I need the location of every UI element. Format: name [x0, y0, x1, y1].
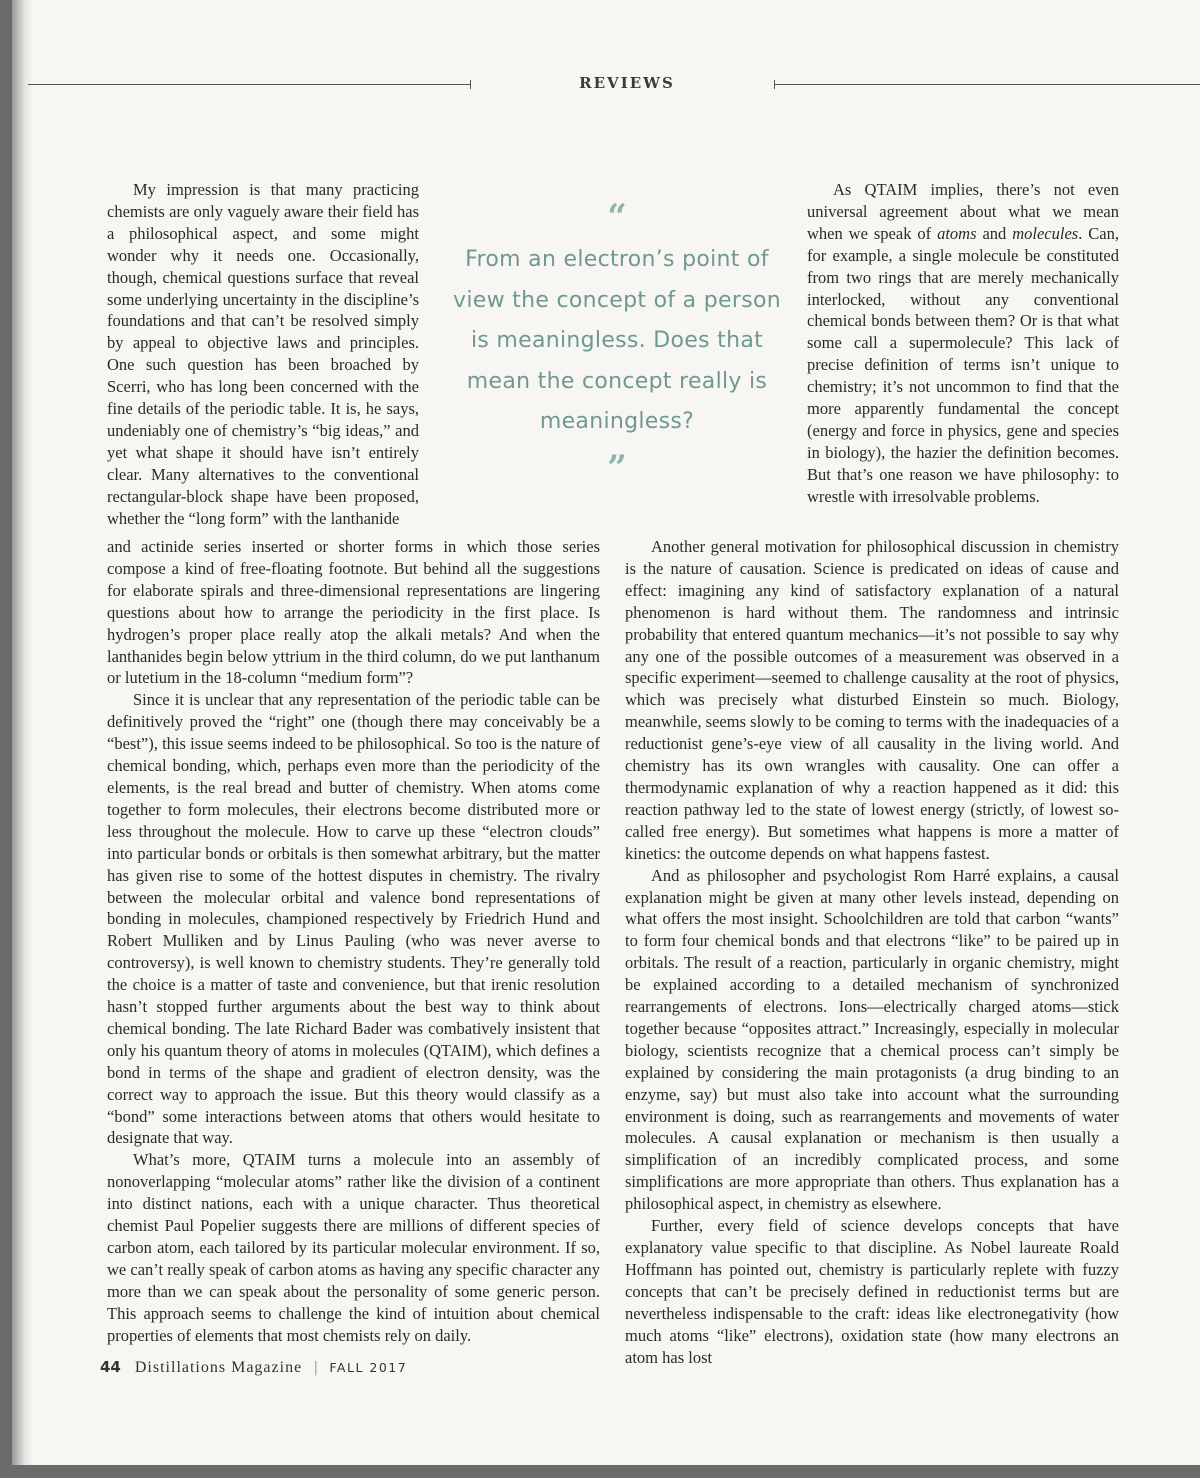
issue-label: FALL 2017 [329, 1360, 408, 1375]
paragraph-harre: And as philosopher and psychologist Rom Harré explains, a causal explanation might be given at many other levels instead, depending on what offers the most insight. Schoolchildren are told that carbon “wants” to form four chemical bonds and that electrons “like” to be paired up in orbitals. The result of a reaction, particularly in organic chemistry, might be explained according to a detailed mechanism of synchronized rearrangements of electrons. Ions—electrically charged atoms—stick together because “opposites attract.” Increasingly, especially in molecular biology, scientists recognize that a chemical process can’t simply be explained by considering the main protagonists (a drug binding to an enzyme, say) but must also take into account what the surrounding environment is doing, such as rearrangements and movements of water molecules. A causal explanation or mechanism is then usually a simplification of an incredibly complicated process, and some simplifications are more appropriate than others. Thus explanation has a philosophical aspect, in chemistry as elsewhere. [625, 865, 1119, 1214]
page-gutter-edge [12, 0, 34, 1465]
page-footer [100, 1358, 407, 1377]
footer-separator: | [314, 1359, 318, 1376]
section-heading: REVIEWS [579, 74, 675, 92]
paragraph-intro: My impression is that many practicing chemists are only vaguely aware their field has a philosophical aspect, and some might wonder why it needs one. Occasionally, though, chemical questions surface that reveal some underlying uncertainty in the discipline’s foundations and that can’t be resolved simply by appeal to objective laws and principles. One such question has been broached by Scerri, who has long been concerned with the fine details of the periodic table. It is, he says, undeniably one of chemistry’s “big ideas,” and yet what shape it should have isn’t entirely clear. Many alternatives to the conventional rectangular-block shape have been proposed, whether the “long form” with the lanthanide [107, 180, 419, 528]
magazine-name: Distillations Magazine [134, 1359, 303, 1376]
right-column-top [807, 179, 1119, 508]
header-rule-left [28, 84, 470, 85]
right-column [625, 536, 1119, 1368]
paragraph-causation: Another general motivation for philosophical discussion in chemistry is the nature of causation. Science is predicated on ideas of cause and effect: imagining any kind of satisfactory explanation of a natural phenomenon is hard without them. The randomness and intrinsic probability that entered quantum mechanics—it’s not possible to say why any one of the possible outcomes of a measurement was observed in a specific experiment—seemed to challenge causality at the root of physics, which was precisely what disturbed Einstein so much. Biology, meanwhile, seems slowly to be coming to terms with the inadequacies of a reductionist gene’s-eye view of all causality in the living world. And chemistry has its own wrangles with causality. One can offer a thermodynamic explanation of why a reaction happened as it did: this reaction pathway led to the state of lowest energy (strictly, of lowest so-called free energy). But sometimes what happens is more a matter of kinetics: the outcome depends on what happens fastest. [625, 537, 1119, 863]
paragraph-bonding: Since it is unclear that any representation of the periodic table can be definitively proved the “right” one (though there may conceivably be a “best”), this issue seems indeed to be philosophical. So too is the nature of chemical bonding, which, perhaps even more than the periodicity of the elements, is the real bread and butter of chemistry. When atoms come together to form molecules, their electrons become distributed more or less throughout the molecule. How to carve up these “electron clouds” into particular bonds or orbitals is then somewhat arbitrary, but the matter has given rise to some of the hottest disputes in chemistry. The rivalry between the molecular orbital and valence bond representations of bonding in molecules, championed respectively by Friedrich Hund and Robert Mulliken and by Linus Pauling (who was never averse to controversy), is well known to chemistry students. They’re generally told the choice is a matter of taste and convenience, but that irenic resolution hasn’t stopped further arguments about the best way to think about chemical bonding. The late Richard Bader was combatively insistent that only his quantum theory of atoms in molecules (QTAIM), which defines a bond in terms of the shape and gradient of electron density, was the correct way to approach the issue. But this theory would classify as a “bond” some interactions between atoms that others would hesitate to designate that way. [107, 690, 600, 1148]
magazine-page [12, 0, 1200, 1465]
pull-quote-text: From an electron’s point of view the concept of a person is meaningless. Does that mean the concept really is meaningless? [453, 247, 781, 434]
paragraph-fuzzy-concepts: Further, every field of science develops concepts that have explanatory value specific to that discipline. As Nobel laureate Roald Hoffmann has pointed out, chemistry is particularly replete with fuzzy concepts that can’t be precisely defined in reductionist terms but are nevertheless indispensable to the craft: ideas like electronegativity (how much atoms “like” electrons), oxidation state (how many electrons an atom has lost [625, 1216, 1119, 1367]
left-column-top [107, 179, 419, 530]
close-quote-mark: ” [607, 447, 627, 488]
header-rule-tick-left [470, 80, 471, 89]
paragraph-qtaim: As QTAIM implies, there’s not even universal agreement about what we mean when we speak of atoms and molecules. Can, for example, a single molecule be constituted from two rings that are merely mechanically interlocked, without any conventional chemical bonds between them? Or is that what some call a supermolecule? This lack of precise definition of terms isn’t unique to chemistry; it’s not uncommon to find that the more apparently fundamental the concept (energy and force in physics, gene and species in biology), the hazier the definition becomes. But that’s one reason we have philosophy: to wrestle with irresolvable problems. [807, 180, 1119, 506]
open-quote-mark: “ [607, 197, 627, 237]
pull-quote [447, 197, 787, 488]
page-number: 44 [100, 1358, 121, 1376]
paragraph-continued: and actinide series inserted or shorter forms in which those series compose a kind of free-floating footnote. But behind all the suggestions for elaborate spirals and three-dimensional representations are lingering questions about how to arrange the periodicity in the first place. Is hydrogen’s proper place really atop the alkali metals? And when the lanthanides begin below yttrium in the third column, do we put lanthanum or lutetium in the 18-column “medium form”? [107, 537, 600, 688]
paragraph-molecular-atoms: What’s more, QTAIM turns a molecule into an assembly of nonoverlapping “molecular atoms” rather like the division of a continent into distinct nations, each with a unique character. Thus theoretical chemist Paul Popelier suggests there are millions of different species of carbon atom, each tailored by its particular molecular environment. If so, we can’t really speak of carbon atoms as having any specific character any more than we can speak about the personality of some generic person. This approach seems to challenge the kind of intuition about chemical properties of elements that most chemists rely on daily. [107, 1150, 600, 1345]
left-column [107, 536, 600, 1347]
header-rule-right [774, 84, 1200, 85]
